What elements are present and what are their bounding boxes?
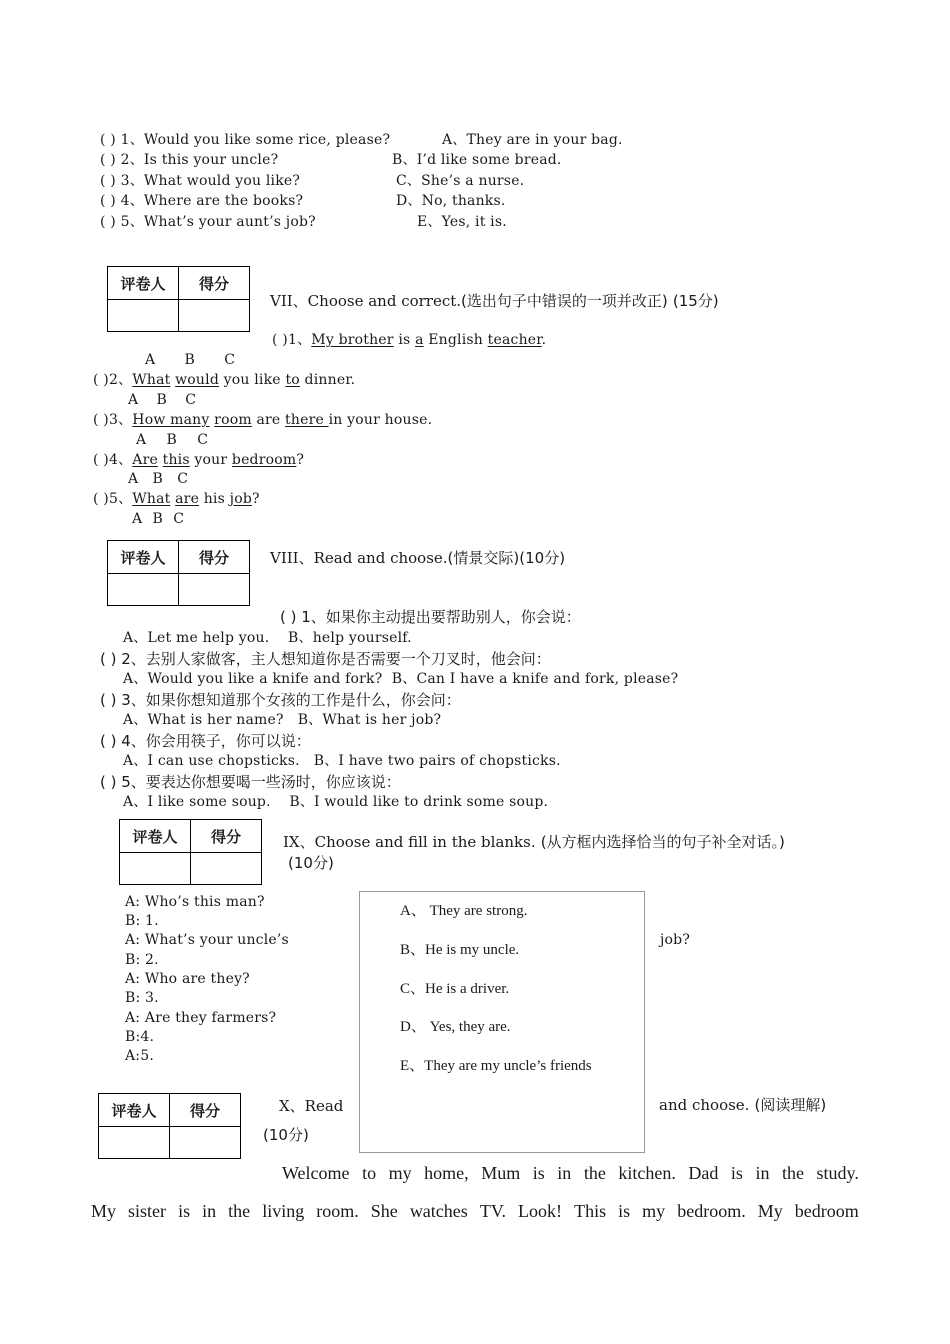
match-question-1: ( ) 1、Would you like some rice, please? <box>100 132 391 148</box>
option-b: B、help yourself. <box>288 630 412 646</box>
q-text: ? <box>296 452 305 468</box>
reading-word: Mum <box>481 1163 521 1183</box>
section-x-title-a: X、Read <box>279 1097 344 1115</box>
q-prefix: ( )1、 <box>272 332 312 348</box>
option-a: What <box>132 372 171 388</box>
reading-word: kitchen. <box>618 1163 676 1183</box>
dialog-line-1: A: Who’s this man? <box>125 894 265 910</box>
option-c: job <box>229 491 252 507</box>
option-c: there <box>285 412 329 428</box>
option-a: A、Let me help you. <box>123 630 270 646</box>
reviewer-cell[interactable] <box>108 574 179 606</box>
dialog-line-5: A: Who are they? <box>125 971 250 987</box>
q-text: . <box>541 332 547 348</box>
reading-word: the <box>583 1163 606 1183</box>
q-text: you like <box>219 372 286 388</box>
option-b: this <box>162 452 190 468</box>
reading-word: living <box>262 1201 305 1221</box>
option-b: B、What is her job? <box>297 712 442 728</box>
s8-question-4: ( ) 4、你会用筷子，你可以说： <box>100 732 311 750</box>
score-cell[interactable] <box>191 853 262 885</box>
box-option-e: E、They are my uncle’s friends <box>400 1058 592 1074</box>
match-answer-c: C、She’s a nurse. <box>396 173 525 189</box>
q-text: English <box>423 332 488 348</box>
option-a: Are <box>132 452 158 468</box>
reading-word: My <box>757 1201 783 1221</box>
score-table-vii <box>107 266 250 332</box>
section-viii-heading <box>270 547 565 568</box>
match-question-2: ( ) 2、Is this your uncle? <box>100 152 279 168</box>
score-table-x <box>98 1093 241 1159</box>
s8-question-1: ( ) 1、如果你主动提出要帮助别人，你会说： <box>280 608 581 626</box>
q-text: are <box>251 412 286 428</box>
section-ix-title-cn: (从方框内选择恰当的句子补全对话。) <box>540 833 785 851</box>
dialog-line-7: A: Are they farmers? <box>125 1010 277 1026</box>
score-cell[interactable] <box>170 1127 241 1159</box>
section-ix-points: (10分) <box>288 854 334 872</box>
section-ix-title: IX、Choose and fill in the blanks. <box>283 833 536 851</box>
score-label: 得分 <box>179 541 250 574</box>
reading-word: study. <box>816 1163 859 1183</box>
match-answer-b: B、I’d like some bread. <box>392 152 562 168</box>
reading-word: Look! <box>518 1201 563 1221</box>
reading-word: Dad <box>688 1163 719 1183</box>
match-question-4: ( ) 4、Where are the books? <box>100 193 304 209</box>
dialog-line-6: B: 3. <box>125 990 159 1006</box>
option-b: B、Can I have a knife and fork, please? <box>391 671 679 687</box>
option-b: B、I have two pairs of chopsticks. <box>313 753 561 769</box>
s8-question-2: ( ) 2、去别人家做客，主人想知道你是否需要一个刀叉时，他会问： <box>100 650 551 668</box>
match-question-3: ( ) 3、What would you like? <box>100 173 301 189</box>
match-answer-e: E、Yes, it is. <box>417 214 507 230</box>
reviewer-cell[interactable] <box>120 853 191 885</box>
reviewer-label: 评卷人 <box>108 541 179 574</box>
option-a: What <box>132 491 171 507</box>
reading-word: This <box>574 1201 607 1221</box>
option-b: B、I would like to drink some soup. <box>289 794 549 810</box>
s8-question-3: ( ) 3、如果你想知道那个女孩的工作是什么，你会问： <box>100 691 461 709</box>
option-b: are <box>175 491 200 507</box>
s8-options-1 <box>123 629 412 647</box>
match-answer-d: D、No, thanks. <box>396 193 506 209</box>
option-a: A、I can use chopsticks. <box>123 753 300 769</box>
q-prefix: ( )4、 <box>93 452 133 468</box>
section-viii-title: VIII、Read and choose. <box>270 549 448 567</box>
s7-letters-2: A B C <box>128 392 197 408</box>
match-question-5: ( ) 5、What’s your aunt’s job? <box>100 214 316 230</box>
section-vii-points: (15分) <box>672 292 719 310</box>
dialog-line-8: B:4. <box>125 1029 155 1045</box>
reviewer-cell[interactable] <box>99 1127 170 1159</box>
reading-paragraph-line-2 <box>91 1201 859 1222</box>
score-cell[interactable] <box>179 300 250 332</box>
s7-question-2 <box>93 371 355 389</box>
dialog-line-2: B: 1. <box>125 913 159 929</box>
q-text: your <box>189 452 232 468</box>
option-c: bedroom <box>231 452 297 468</box>
reading-paragraph-line-1 <box>282 1163 859 1184</box>
q-prefix: ( )5、 <box>93 491 133 507</box>
reading-word: sister <box>128 1201 167 1221</box>
s7-letters-3: A B C <box>136 432 209 448</box>
reading-word: TV. <box>479 1201 507 1221</box>
s7-question-5 <box>93 490 260 508</box>
score-cell[interactable] <box>179 574 250 606</box>
box-option-a: A、 They are strong. <box>400 903 528 919</box>
section-viii-points: (10分) <box>519 549 566 567</box>
option-b: room <box>214 412 252 428</box>
s8-options-3 <box>123 711 441 729</box>
reading-word: is <box>618 1201 631 1221</box>
section-vii-title-cn: (选出句子中错误的一项并改正) <box>461 292 668 310</box>
reading-word: My <box>91 1201 117 1221</box>
section-ix-heading <box>283 831 785 852</box>
match-answer-a: A、They are in your bag. <box>442 132 623 148</box>
reading-word: to <box>362 1163 377 1183</box>
reading-word: the <box>782 1163 804 1183</box>
score-table-ix <box>119 819 262 885</box>
score-label: 得分 <box>170 1094 241 1127</box>
box-option-d: D、 Yes, they are. <box>400 1019 511 1035</box>
score-label: 得分 <box>191 820 262 853</box>
reading-word: is <box>532 1163 545 1183</box>
reading-word: room. <box>316 1201 359 1221</box>
section-x-points: (10分) <box>263 1126 309 1144</box>
s7-letters-5: A B C <box>132 511 185 527</box>
option-a: How many <box>132 412 210 428</box>
q-prefix: ( )3、 <box>93 412 133 428</box>
q-text: dinner. <box>299 372 356 388</box>
box-option-b: B、He is my uncle. <box>400 942 520 958</box>
dialog-line-3-tail: job? <box>660 932 691 948</box>
option-b: a <box>415 332 424 348</box>
box-option-c: C、He is a driver. <box>400 981 510 997</box>
q-text: is <box>393 332 416 348</box>
s7-question-3 <box>93 411 432 429</box>
q-text: ? <box>252 491 260 507</box>
reading-word: bedroom <box>794 1201 859 1221</box>
s7-question-4 <box>93 451 304 469</box>
section-vii-title: VII、Choose and correct. <box>270 292 462 310</box>
option-a: A、I like some soup. <box>123 794 271 810</box>
s8-question-5: ( ) 5、要表达你想要喝一些汤时，你应该说： <box>100 773 401 791</box>
section-x-title-cn: (阅读理解) <box>754 1096 827 1114</box>
option-a: A、Would you like a knife and fork? <box>123 671 383 687</box>
dialog-line-4: B: 2. <box>125 952 159 968</box>
reviewer-label: 评卷人 <box>120 820 191 853</box>
q-text: in your house. <box>328 412 433 428</box>
reading-word: the <box>228 1201 251 1221</box>
reading-word: bedroom. <box>677 1201 746 1221</box>
reviewer-label: 评卷人 <box>99 1094 170 1127</box>
dialog-line-9: A:5. <box>125 1048 154 1064</box>
dialog-line-3: A: What’s your uncle’s <box>125 932 289 948</box>
option-a: A、What is her name? <box>123 712 284 728</box>
reading-word: in <box>202 1201 217 1221</box>
reviewer-cell[interactable] <box>108 300 179 332</box>
option-c: to <box>285 372 300 388</box>
section-viii-title-cn: (情景交际) <box>447 549 520 567</box>
s8-options-5 <box>123 793 548 811</box>
option-a: My brother <box>311 332 394 348</box>
score-label: 得分 <box>179 267 250 300</box>
reading-word: in <box>557 1163 572 1183</box>
options-box <box>359 891 645 1153</box>
s7-letters-1: A B C <box>145 352 236 368</box>
reading-word: is <box>178 1201 191 1221</box>
reading-word: She <box>370 1201 398 1221</box>
q-prefix: ( )2、 <box>93 372 133 388</box>
s8-options-2 <box>123 670 678 688</box>
section-vii-heading <box>270 290 719 311</box>
reviewer-label: 评卷人 <box>108 267 179 300</box>
option-c: teacher <box>487 332 542 348</box>
score-table-viii <box>107 540 250 606</box>
reading-word: is <box>730 1163 743 1183</box>
reading-word: Welcome <box>282 1163 350 1183</box>
section-x-title-b: and choose. <box>659 1096 750 1114</box>
reading-word: my <box>388 1163 412 1183</box>
reading-word: home, <box>424 1163 469 1183</box>
s7-question-1 <box>272 331 546 349</box>
s7-letters-4: A B C <box>128 471 189 487</box>
option-b: would <box>175 372 219 388</box>
section-x-heading-right <box>659 1094 826 1115</box>
q-text: his <box>199 491 230 507</box>
reading-word: in <box>755 1163 770 1183</box>
reading-word: watches <box>409 1201 468 1221</box>
s8-options-4 <box>123 752 561 770</box>
reading-word: my <box>642 1201 666 1221</box>
